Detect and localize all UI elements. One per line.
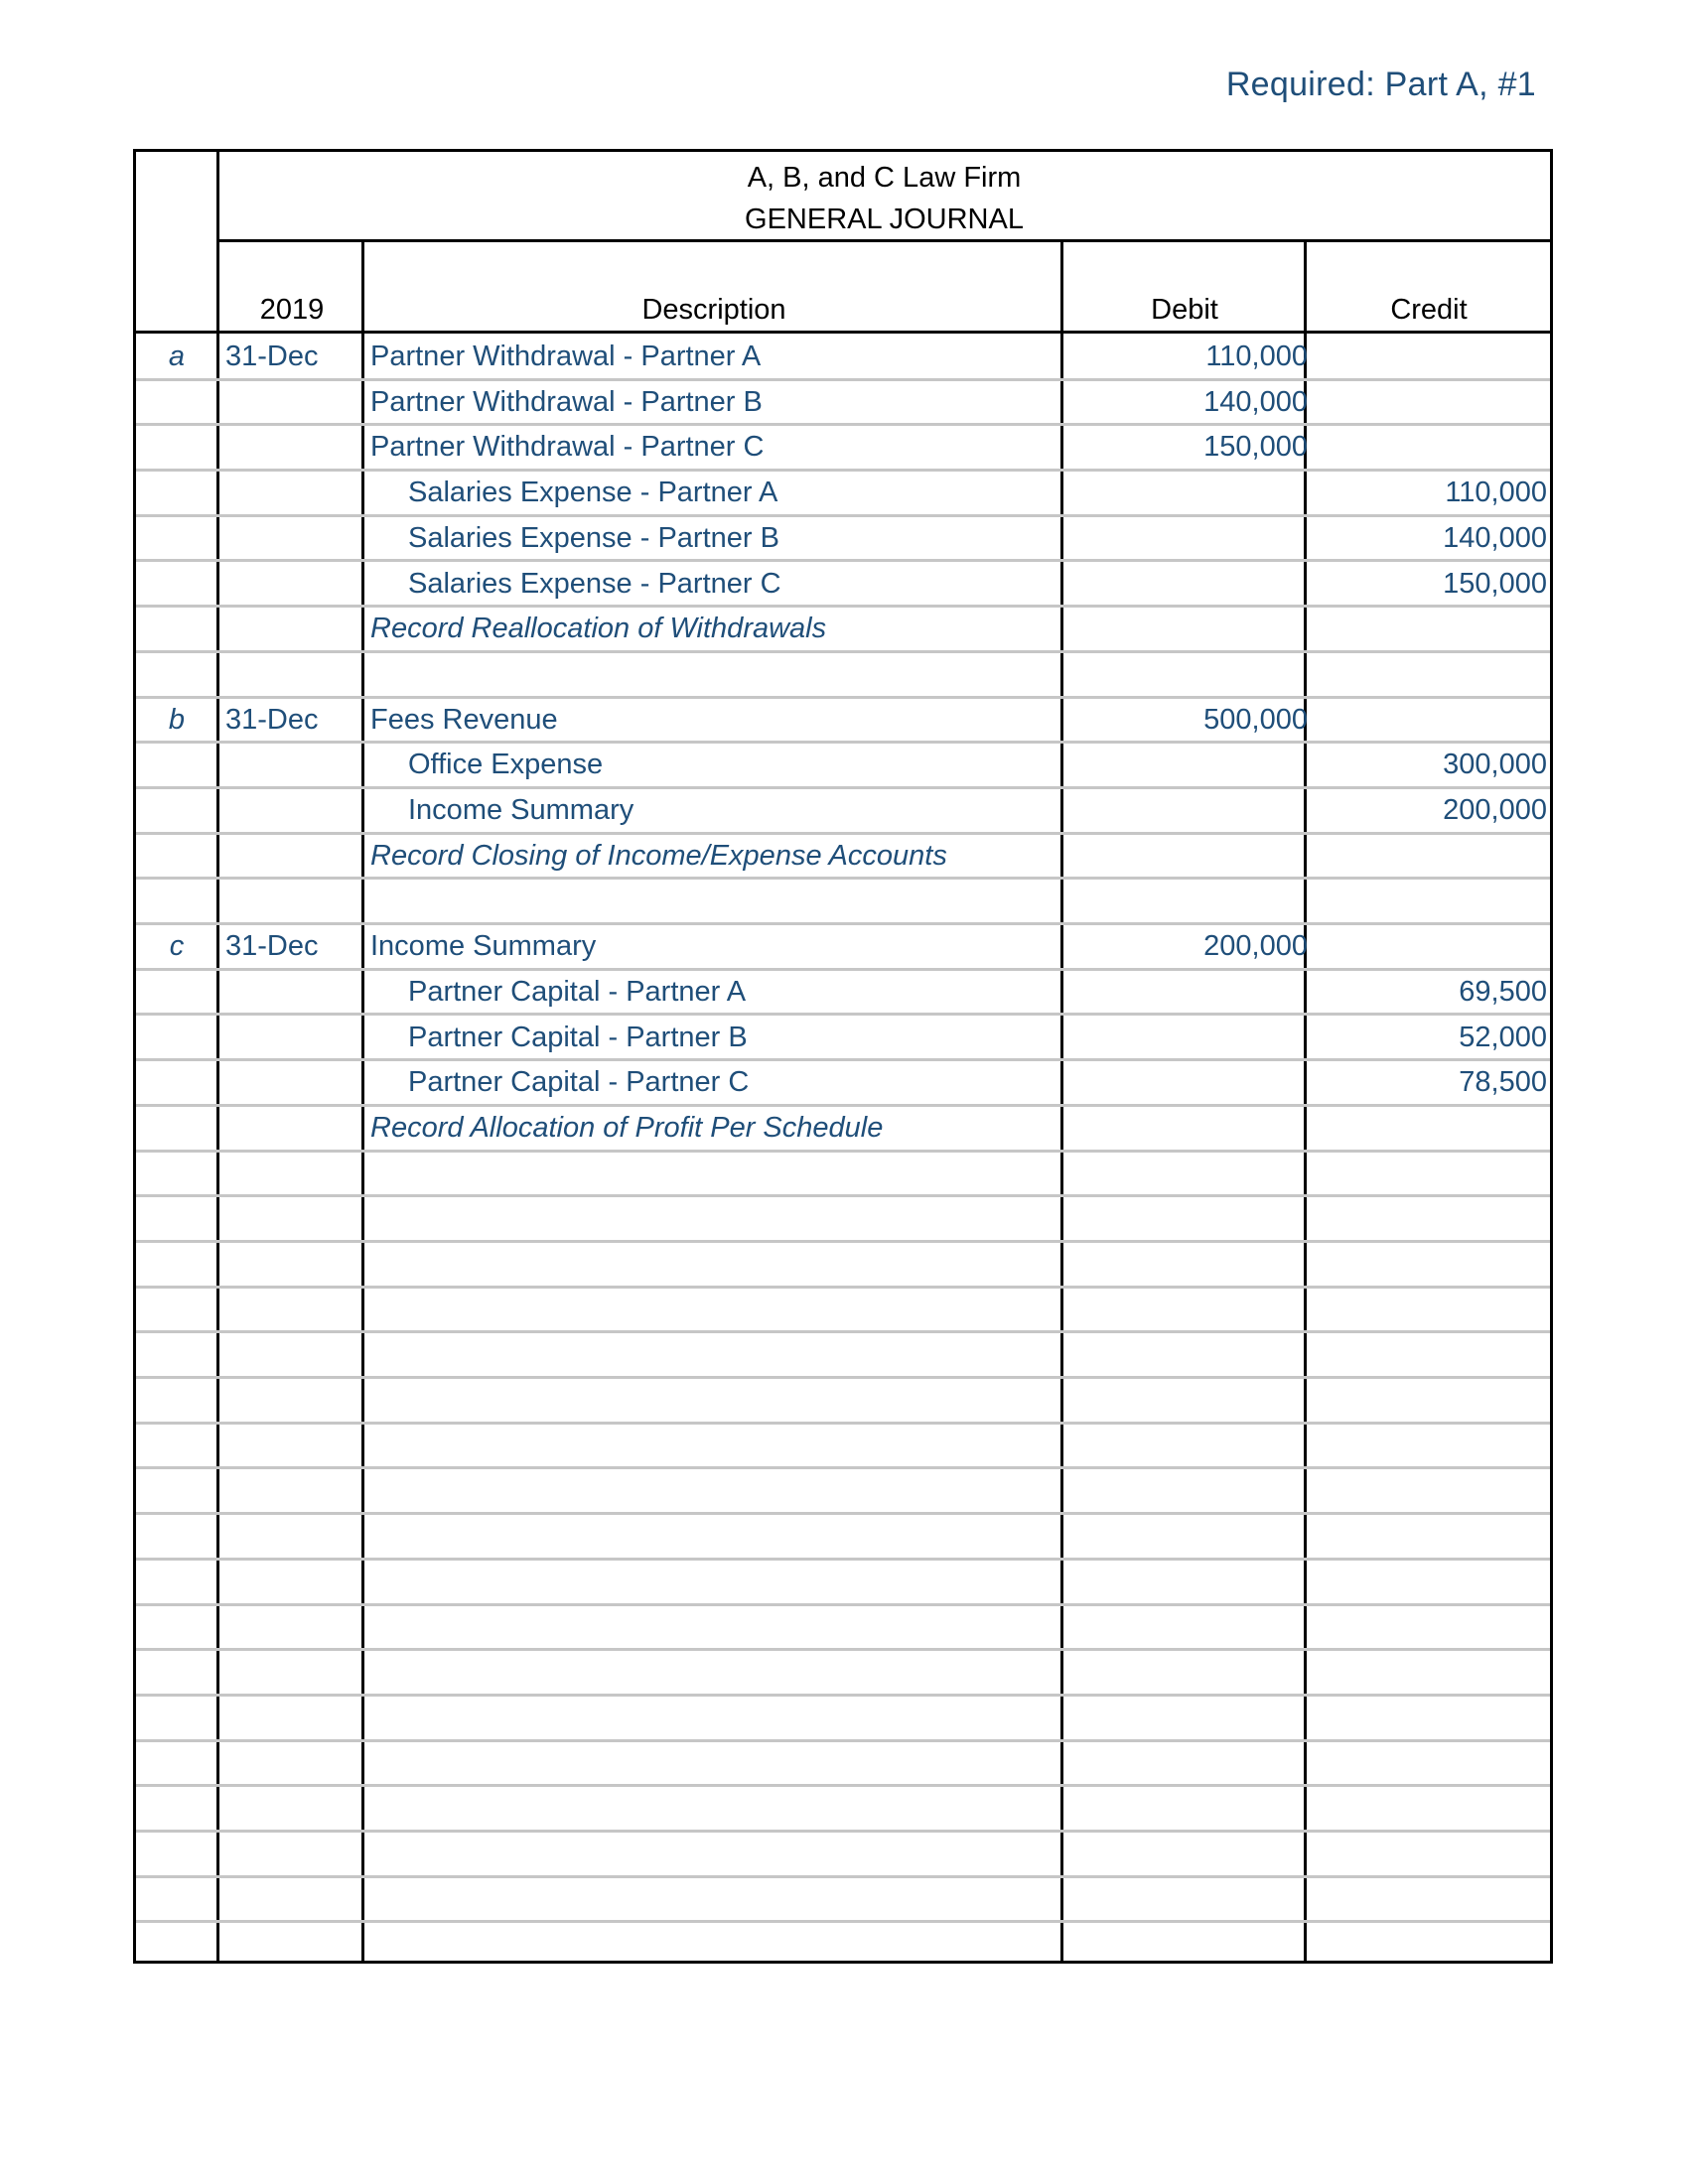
table-row: [136, 1924, 1550, 1970]
table-row: [136, 699, 1550, 745]
account-name: Fees Revenue: [370, 703, 558, 736]
debit-amount: 500,000: [1203, 703, 1308, 736]
credit-amount: 200,000: [1443, 794, 1547, 826]
table-row: [136, 653, 1550, 699]
general-journal-table: [133, 149, 1553, 1964]
debit-amount: 110,000: [1205, 341, 1308, 372]
table-row: [136, 1017, 1550, 1062]
table-row: [136, 1107, 1550, 1153]
credit-amount: 110,000: [1445, 477, 1547, 509]
account-name: Partner Withdrawal - Partner C: [370, 431, 765, 464]
table-row: [136, 426, 1550, 472]
account-name: Partner Withdrawal - Partner A: [370, 341, 762, 372]
table-row: [136, 563, 1550, 609]
account-name: Salaries Expense - Partner B: [408, 521, 779, 554]
table-row: [136, 608, 1550, 653]
table-row: [136, 1833, 1550, 1878]
table-row: [136, 1333, 1550, 1379]
entry-letter: a: [168, 341, 186, 372]
debit-amount: 150,000: [1203, 431, 1308, 464]
description-header: Description: [641, 294, 786, 326]
table-row: [136, 472, 1550, 517]
account-name: Salaries Expense - Partner C: [408, 567, 781, 600]
table-row: [136, 1061, 1550, 1107]
table-row: [136, 1243, 1550, 1289]
table-row: [136, 1379, 1550, 1425]
entry-date: 31-Dec: [225, 930, 319, 963]
table-row: [136, 1153, 1550, 1198]
credit-amount: 78,500: [1459, 1066, 1547, 1099]
entry-date: 31-Dec: [225, 703, 319, 736]
table-row: [136, 1289, 1550, 1334]
debit-header: Debit: [1151, 294, 1218, 326]
firm-name: A, B, and C Law Firm: [747, 162, 1022, 194]
table-row: [136, 1561, 1550, 1606]
table-row: [136, 971, 1550, 1017]
table-row: [136, 1651, 1550, 1697]
account-name: Partner Capital - Partner A: [408, 975, 747, 1008]
account-name: Income Summary: [370, 930, 597, 963]
account-name: Partner Capital - Partner B: [408, 1021, 748, 1053]
table-row: [136, 1787, 1550, 1833]
credit-amount: 150,000: [1443, 567, 1547, 600]
table-row: [136, 789, 1550, 835]
required-label: Required: Part A, #1: [1225, 66, 1536, 103]
entry-memo: Record Closing of Income/Expense Accounts: [370, 839, 947, 872]
credit-amount: 69,500: [1459, 975, 1547, 1008]
account-name: Partner Withdrawal - Partner B: [370, 385, 763, 418]
account-name: Salaries Expense - Partner A: [408, 477, 778, 509]
entry-memo: Record Reallocation of Withdrawals: [370, 613, 827, 645]
credit-amount: 300,000: [1443, 749, 1547, 781]
table-row: [136, 1742, 1550, 1788]
table-row: [136, 1878, 1550, 1924]
entry-date: 31-Dec: [225, 341, 319, 372]
table-row: [136, 517, 1550, 563]
table-row: [136, 835, 1550, 881]
entry-letter: b: [168, 703, 186, 736]
table-row: [136, 880, 1550, 925]
table-row: [136, 381, 1550, 427]
account-name: Income Summary: [408, 794, 634, 826]
year-header: 2019: [259, 294, 325, 326]
table-row: [136, 1515, 1550, 1561]
header-divider: [136, 331, 1550, 334]
entry-memo: Record Allocation of Profit Per Schedule: [370, 1111, 884, 1144]
debit-amount: 200,000: [1203, 930, 1308, 963]
table-row: [136, 925, 1550, 971]
table-row: [136, 744, 1550, 789]
table-row: [136, 1470, 1550, 1516]
account-name: Partner Capital - Partner C: [408, 1066, 750, 1099]
table-row: [136, 1425, 1550, 1470]
table-row: [136, 336, 1550, 381]
table-row: [136, 1697, 1550, 1742]
entry-letter: c: [169, 930, 185, 963]
account-name: Office Expense: [408, 749, 604, 781]
credit-amount: 52,000: [1459, 1021, 1547, 1053]
journal-title: GENERAL JOURNAL: [745, 204, 1024, 235]
title-divider: [218, 239, 1550, 242]
table-row: [136, 1197, 1550, 1243]
table-row: [136, 1606, 1550, 1652]
debit-amount: 140,000: [1203, 385, 1308, 418]
credit-header: Credit: [1390, 294, 1468, 326]
credit-amount: 140,000: [1443, 521, 1547, 554]
